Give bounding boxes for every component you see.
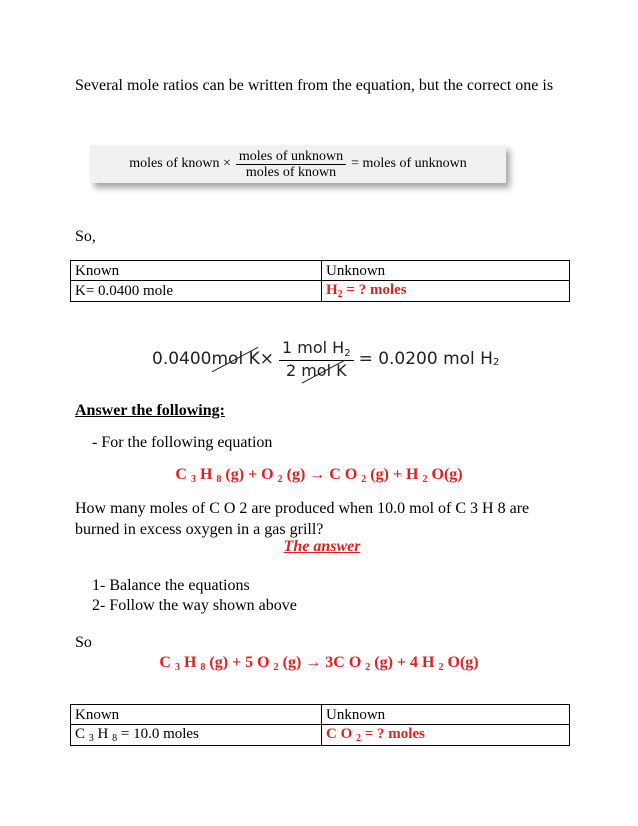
cancelled-unit-bottom: mol K (301, 361, 347, 380)
the-answer-link[interactable]: The answer (283, 538, 361, 555)
t2-known-sub: 8 (112, 733, 118, 744)
bullet-item: - For the following equation (92, 434, 273, 451)
known-unknown-table-1 (70, 260, 570, 302)
r1-part: (g) + O (221, 466, 278, 483)
t2-unknown-part: = ? moles (361, 726, 425, 742)
unknown-symbol: H (326, 282, 338, 298)
unknown-rest: = ? moles (342, 282, 407, 298)
r2-part: H (179, 654, 201, 671)
r2-sub: 2 (365, 662, 371, 673)
example-num-text: 1 mol H (281, 338, 345, 357)
example-times: × (259, 349, 274, 369)
known-unknown-table-2 (70, 704, 570, 746)
table-row (71, 261, 570, 281)
r2-sub: 3 (174, 662, 180, 673)
so-label: So, (75, 228, 96, 245)
example-fraction (279, 338, 354, 380)
known-value: K= 0.0400 mole (71, 281, 322, 302)
unknown-header: Unknown (322, 261, 570, 281)
r2-sub: 8 (200, 662, 206, 673)
example-num-sub: 2 (344, 348, 351, 359)
example-lead: 0.0400 (152, 349, 212, 369)
r2-sub: 2 (273, 662, 279, 673)
so-label-2: So (75, 634, 92, 651)
table-row (71, 725, 570, 746)
r2-part: (g) + 5 O (205, 654, 274, 671)
worked-example-equation (152, 336, 512, 382)
example-denominator (283, 361, 350, 380)
formula-denominator: moles of known (245, 164, 337, 180)
steps-list (92, 576, 297, 616)
r1-sub: 2 (361, 474, 367, 485)
formula-rhs: = moles of unknown (351, 156, 467, 171)
r1-part: H (195, 466, 217, 483)
r2-part: O(g) (443, 654, 479, 671)
mole-ratio-formula-box (90, 145, 506, 183)
cancelled-unit-top: mol K (211, 349, 260, 369)
example-den-prefix: 2 (285, 361, 302, 380)
r1-part: (g) + H (366, 466, 423, 483)
formula-numerator: moles of unknown (236, 149, 346, 165)
example-numerator (279, 338, 354, 361)
r2-part: (g) → 3C O (278, 654, 366, 671)
table-row (71, 705, 570, 725)
r1-part: (g) → C O (282, 466, 362, 483)
t2-unknown-sub: 2 (356, 733, 361, 744)
known-header: Known (71, 261, 322, 281)
t2-known-part: H (93, 726, 113, 742)
reaction-equation-balanced (0, 654, 638, 672)
question-text: How many moles of C O 2 are produced when 10.0 mol of C 3 H 8 are burned in excess oxygen in a gas grill? (75, 500, 530, 538)
example-result-sub: 2 (492, 356, 500, 368)
reaction-equation-unbalanced (0, 466, 638, 484)
t2-known-sub: 3 (88, 733, 94, 744)
r1-part: O(g) (427, 466, 463, 483)
unknown-header: Unknown (322, 705, 570, 725)
r1-sub: 8 (216, 474, 222, 485)
known-value (71, 725, 322, 746)
r2-part: (g) + 4 H (370, 654, 439, 671)
t2-known-part: C (75, 726, 89, 742)
list-item: 2- Follow the way shown above (92, 597, 297, 614)
formula-fraction (236, 149, 346, 180)
r1-part: C (175, 466, 191, 483)
example-result: = 0.0200 mol H (358, 349, 493, 369)
unknown-subscript: 2 (337, 289, 343, 300)
r1-sub: 2 (422, 474, 428, 485)
t2-unknown-part: C O (326, 726, 356, 742)
t2-known-part: = 10.0 moles (117, 726, 199, 742)
formula-lhs: moles of known × (129, 156, 231, 171)
r1-sub: 2 (277, 474, 283, 485)
r2-sub: 2 (438, 662, 444, 673)
list-item: 1- Balance the equations (92, 577, 250, 594)
unknown-value (322, 725, 570, 746)
r1-sub: 3 (190, 474, 196, 485)
table-row (71, 281, 570, 302)
r2-part: C (159, 654, 175, 671)
unknown-value (322, 281, 570, 302)
known-header: Known (71, 705, 322, 725)
mole-ratio-formula (90, 145, 506, 183)
intro-paragraph: Several mole ratios can be written from the equation, but the correct one is (75, 77, 554, 94)
answer-heading: Answer the following: (75, 402, 225, 419)
